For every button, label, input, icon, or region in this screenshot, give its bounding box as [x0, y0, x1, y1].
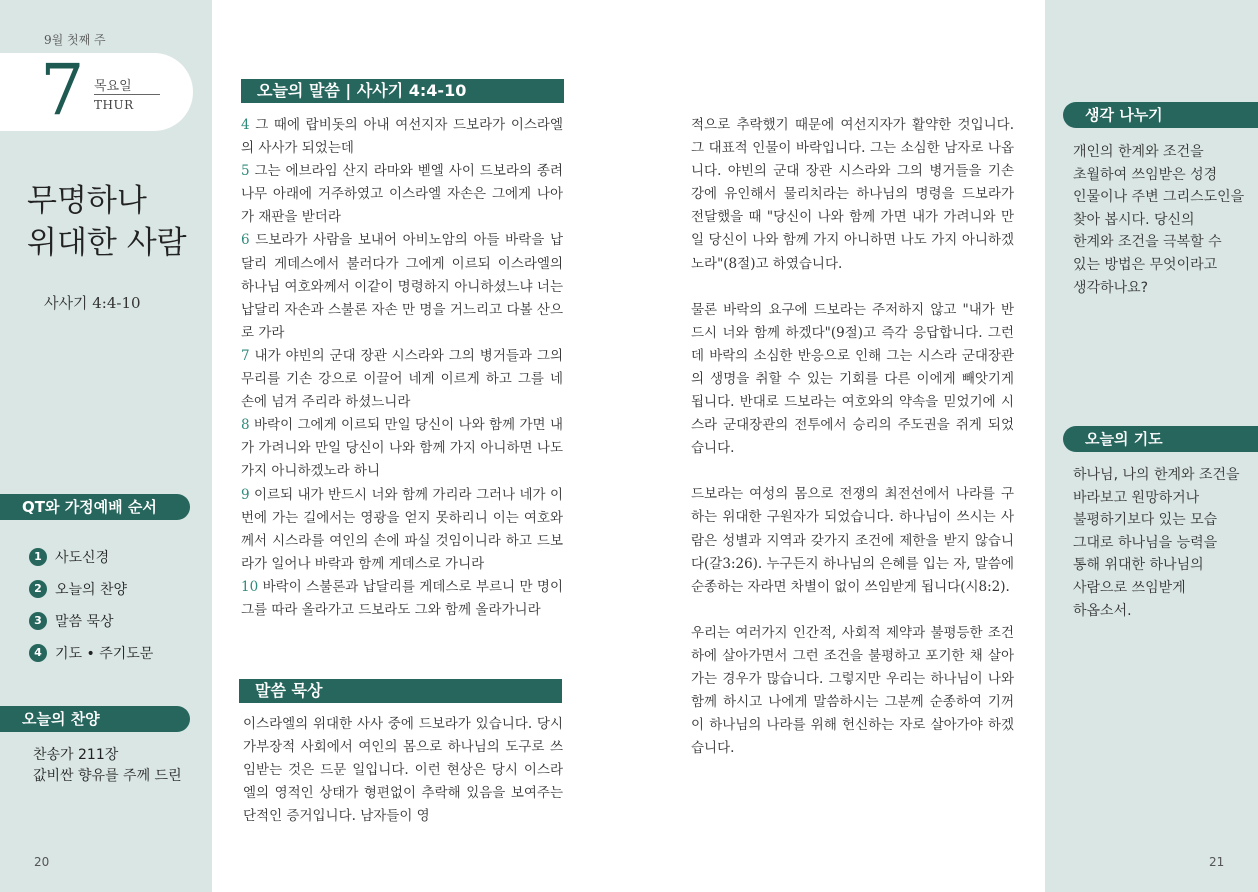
verse-number: 7 [241, 347, 250, 364]
order-list [29, 541, 153, 669]
meditation-intro [243, 713, 563, 828]
day-korean: 목요일 [94, 79, 132, 94]
paragraph: 우리는 여러가지 인간적, 사회적 제약과 불평등한 조건하에 살아가면서 그런 조건을 불평하고 포기한 채 살아가는 경우가 많습니다. 그렇지만 우리는 하나님이 나와 함께 하시고 나에게 말씀하시는 그분께 순종하여 기꺼이 하나님의 나라를 위해 헌신하는 자로 살아가야 하겠습니다. [691, 624, 1014, 757]
verse-number: 9 [241, 486, 250, 503]
list-item [29, 637, 153, 669]
share-text: 개인의 한계와 조건을 초월하여 쓰임받은 성경 인물이나 주변 그리스도인을 찾아 봅시다. 당신의 한계와 조건을 극복할 수 있는 방법은 무엇이라고 생각하나요? [1073, 144, 1245, 296]
verse: 5 그는 에브라임 산지 라마와 벧엘 사이 드보라의 종려나무 아래에 거주하였고 이스라엘 자손은 그에게 나아가 재판을 받더라 [241, 163, 563, 226]
paragraph: 이스라엘의 위대한 사사 중에 드보라가 있습니다. 당시 가부장적 사회에서 여인의 몸으로 하나님의 도구로 쓰임받는 것은 드문 일입니다. 이런 현상은 당시 이스라엘의 영적인 상태가 형편없이 추락해 있음을 보여주는 단적인 증거입니다. 남자들이 영 [243, 716, 563, 825]
day-divider [94, 94, 160, 95]
title-line: 무명하나 [27, 183, 147, 219]
hymn-line: 값비싼 향유를 주께 드린 [33, 768, 182, 784]
page-number-left: 20 [34, 855, 50, 869]
page-title [27, 180, 187, 264]
verse-number: 6 [241, 232, 250, 249]
date-card [0, 49, 193, 131]
order-heading: QT와 가정예배 순서 [0, 494, 190, 520]
number-badge: 1 [29, 548, 47, 566]
list-item [29, 573, 153, 605]
list-item [29, 541, 153, 573]
number-badge: 2 [29, 580, 47, 598]
verse-number: 10 [241, 578, 259, 595]
verse-number: 5 [241, 163, 250, 180]
paragraph: 적으로 추락했기 때문에 여선지자가 활약한 것입니다. 그 대표적 인물이 바락입니다. 그는 소심한 남자로 나옵니다. 야빈의 군대 장관 시스라와 그의 병거들을 기손 강에 유인해서 물리치라는 하나님의 명령을 드보라가 전달했을 때 "당신이 나와 함께 가면 내가 가려니와 만일 당신이 나와 함께 가지 아니하면 나도 가지 아니하겠노라"(8절)고 하였습니다. [691, 117, 1014, 272]
verse: 7 내가 야빈의 군대 장관 시스라와 그의 병거들과 그의 무리를 기손 강으로 이끌어 네게 이르게 하고 그를 네 손에 넘겨 주리라 하셨느니라 [241, 347, 563, 411]
verse: 10 바락이 스불론과 납달리를 게데스로 부르니 만 명이 그를 따라 올라가고 드보라도 그와 함께 올라가니라 [241, 578, 563, 618]
verse: 9 이르되 내가 반드시 너와 함께 가리라 그러나 네가 이번에 가는 길에서는 영광을 얻지 못하리니 이는 여호와께서 시스라를 여인의 손에 파실 것임이니라 하고 드보라가 일어나 바락과 함께 게데스로 가니라 [241, 486, 563, 572]
page-number-right: 21 [1209, 855, 1225, 869]
scripture-text [241, 114, 563, 622]
list-item-label: 말씀 묵상 [55, 614, 114, 630]
verse-number: 8 [241, 417, 250, 434]
week-label: 9월 첫째 주 [44, 33, 106, 47]
paragraph-gap [691, 599, 1014, 622]
number-badge: 4 [29, 644, 47, 662]
hymn-heading: 오늘의 찬양 [0, 706, 190, 732]
paragraph: 물론 바락의 요구에 드보라는 주저하지 않고 "내가 반드시 너와 함께 하겠다"(9절)고 즉각 응답합니다. 그런데 바락의 소심한 반응으로 인해 그는 시스라 군대장관의 생명을 취할 수 있는 기회를 다른 이에게 빼앗기게 됩니다. 반대로 드보라는 여호와의 약속을 믿었기에 시스라 군대장관의 전투에서 승리의 주도권을 쥐게 되었습니다. [691, 301, 1014, 457]
verse: 8 바락이 그에게 이르되 만일 당신이 나와 함께 가면 내가 가려니와 만일 당신이 나와 함께 가지 아니하면 나도 가지 아니하겠노라 하니 [241, 417, 563, 480]
scripture-reference: 사사기 4:4-10 [44, 294, 141, 312]
verse-number: 4 [241, 117, 250, 133]
share-heading: 생각 나누기 [1063, 102, 1258, 128]
number-badge: 3 [29, 612, 47, 630]
verse: 6 드보라가 사람을 보내어 아비노암의 아들 바락을 납달리 게데스에서 불러다가 그에게 이르되 이스라엘의 하나님 여호와께서 이같이 명령하지 아니하셨느냐 너는 납달리 자손과 스불론 자손 만 명을 거느리고 다볼 산으로 가라 [241, 232, 563, 341]
list-item [29, 605, 153, 637]
hymn-line: 찬송가 211장 [33, 747, 119, 763]
meditation-text [691, 114, 1014, 760]
title-line: 위대한 사람 [27, 225, 187, 261]
date-number: 7 [40, 49, 85, 131]
meditation-heading: 말씀 묵상 [239, 679, 562, 703]
hymn-info [33, 745, 182, 787]
paragraph-gap [691, 460, 1014, 483]
scripture-heading: 오늘의 말씀 | 사사기 4:4-10 [241, 79, 564, 103]
list-item-label: 오늘의 찬양 [55, 582, 128, 598]
prayer-heading: 오늘의 기도 [1063, 426, 1258, 452]
paragraph: 드보라는 여성의 몸으로 전쟁의 최전선에서 나라를 구하는 위대한 구원자가 되었습니다. 하나님이 쓰시는 사람은 성별과 지역과 갖가지 조건에 제한을 받지 않습니다(갈3:26). 누구든지 하나님의 은혜를 입는 자, 말씀에 순종하는 자라면 차별이 없이 쓰임받게 됩니다(시8:2). [691, 486, 1014, 595]
verse: 4 그 때에 랍비돗의 아내 여선지자 드보라가 이스라엘의 사사가 되었는데 [241, 117, 563, 157]
prayer-text: 하나님, 나의 한계와 조건을 바라보고 원망하거나 불평하기보다 있는 모습 그대로 하나님을 능력을 통해 위대한 하나님의 사람으로 쓰임받게 하옵소서. [1073, 467, 1240, 619]
list-item-label: 사도신경 [55, 550, 110, 566]
paragraph-gap [691, 276, 1014, 299]
list-item-label: 기도 • 주기도문 [55, 646, 154, 662]
day-english: THUR [94, 98, 134, 112]
